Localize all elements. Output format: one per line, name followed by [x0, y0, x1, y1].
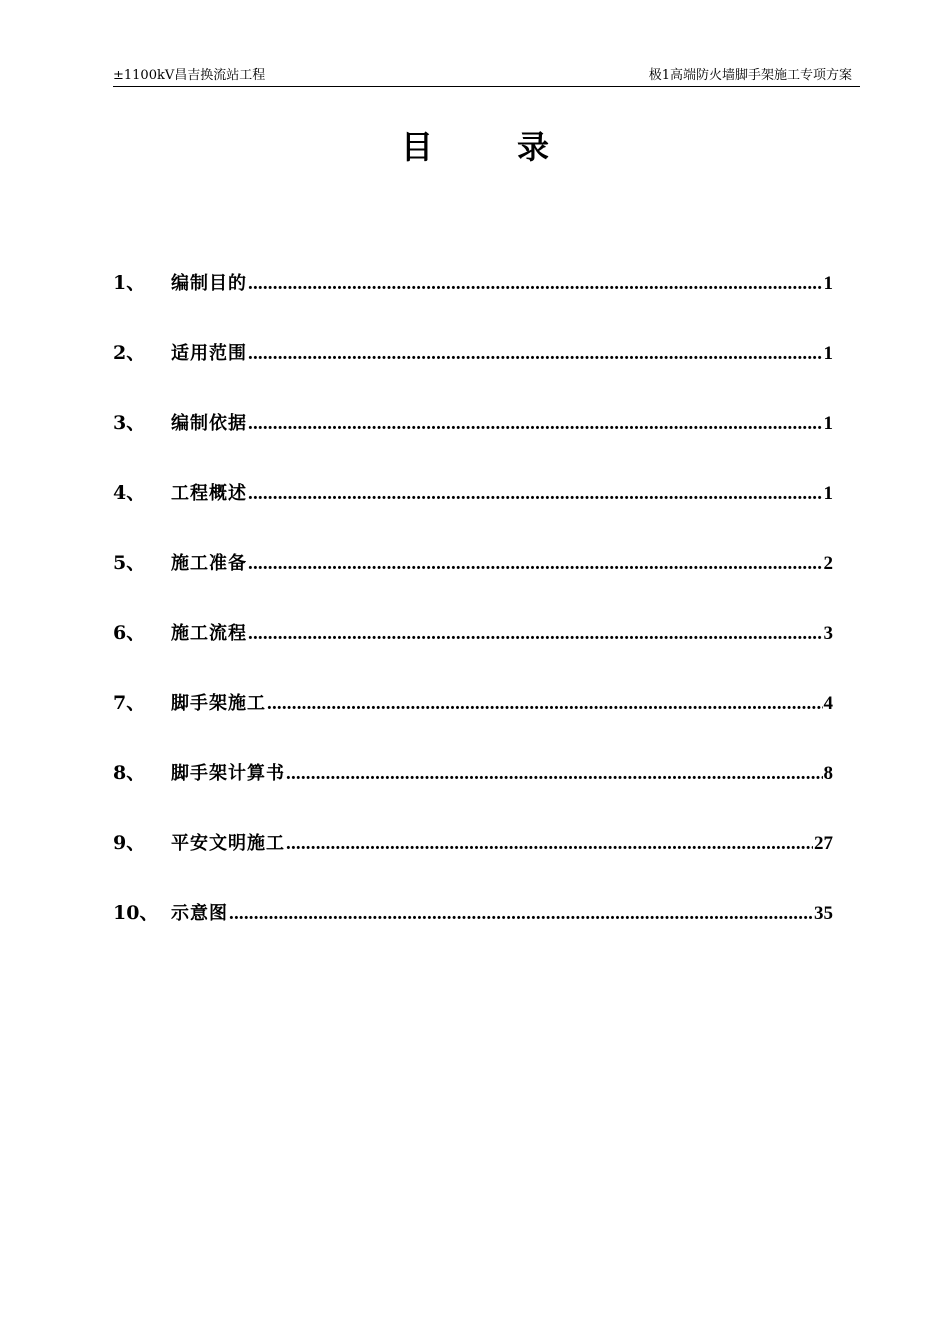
toc-entry-title: 工程概述	[171, 483, 247, 504]
toc-entry-page: 1	[823, 483, 833, 504]
toc-entry[interactable]	[113, 266, 833, 336]
toc-entry-page: 35	[814, 903, 833, 924]
header-project-name: ±1100kV昌吉换流站工程	[113, 68, 266, 83]
toc-entry-number: 10、	[113, 902, 159, 924]
toc-entry-title: 脚手架计算书	[171, 763, 285, 784]
toc-entry-page: 3	[823, 623, 833, 644]
toc-entry-page: 1	[823, 413, 833, 434]
toc-entry[interactable]	[113, 686, 833, 756]
toc-entry[interactable]	[113, 896, 833, 966]
toc-entry-page: 27	[814, 833, 833, 854]
toc-entry-title: 平安文明施工	[171, 833, 285, 854]
toc-entry-title: 编制目的	[171, 273, 247, 294]
toc-dot-leader	[248, 407, 823, 441]
toc-entry-page: 1	[823, 273, 833, 294]
page-header	[113, 66, 860, 87]
toc-entry-number: 1、	[113, 272, 146, 294]
toc-entry-number: 8、	[113, 762, 146, 784]
toc-dot-leader	[267, 687, 823, 721]
toc-entry-title: 脚手架施工	[171, 693, 266, 714]
toc-entry-page: 2	[823, 553, 833, 574]
toc-entry-number: 9、	[113, 832, 146, 854]
toc-entry-page: 8	[823, 763, 833, 784]
toc-entry-title: 示意图	[171, 903, 228, 924]
toc-entry-title: 施工准备	[171, 553, 247, 574]
toc-entry[interactable]	[113, 826, 833, 896]
toc-dot-leader	[248, 547, 823, 581]
header-document-name: 极1高端防火墙脚手架施工专项方案	[648, 68, 852, 83]
toc-entry[interactable]	[113, 546, 833, 616]
toc-entry-title: 编制依据	[171, 413, 247, 434]
toc-dot-leader	[248, 617, 823, 651]
toc-entry[interactable]	[113, 336, 833, 406]
toc-entry-page: 1	[823, 343, 833, 364]
toc-entry-page: 4	[823, 693, 833, 714]
toc-entry[interactable]	[113, 476, 833, 546]
toc-dot-leader	[286, 827, 813, 861]
toc-entry-title: 施工流程	[171, 623, 247, 644]
toc-dot-leader	[229, 897, 813, 931]
toc-dot-leader	[248, 477, 823, 511]
toc-entry-number: 2、	[113, 342, 146, 364]
toc-entry-title: 适用范围	[171, 343, 247, 364]
toc-entry-number: 4、	[113, 482, 146, 504]
toc-entry-number: 7、	[113, 692, 146, 714]
toc-entry[interactable]	[113, 756, 833, 826]
page-title: 目录	[400, 128, 633, 166]
toc-entry[interactable]	[113, 616, 833, 686]
toc-entry-number: 3、	[113, 412, 146, 434]
toc-dot-leader	[286, 757, 823, 791]
toc-entry[interactable]	[113, 406, 833, 476]
toc-entry-number: 5、	[113, 552, 146, 574]
toc-entry-number: 6、	[113, 622, 146, 644]
toc-dot-leader	[248, 267, 823, 301]
table-of-contents	[113, 266, 833, 966]
toc-dot-leader	[248, 337, 823, 371]
